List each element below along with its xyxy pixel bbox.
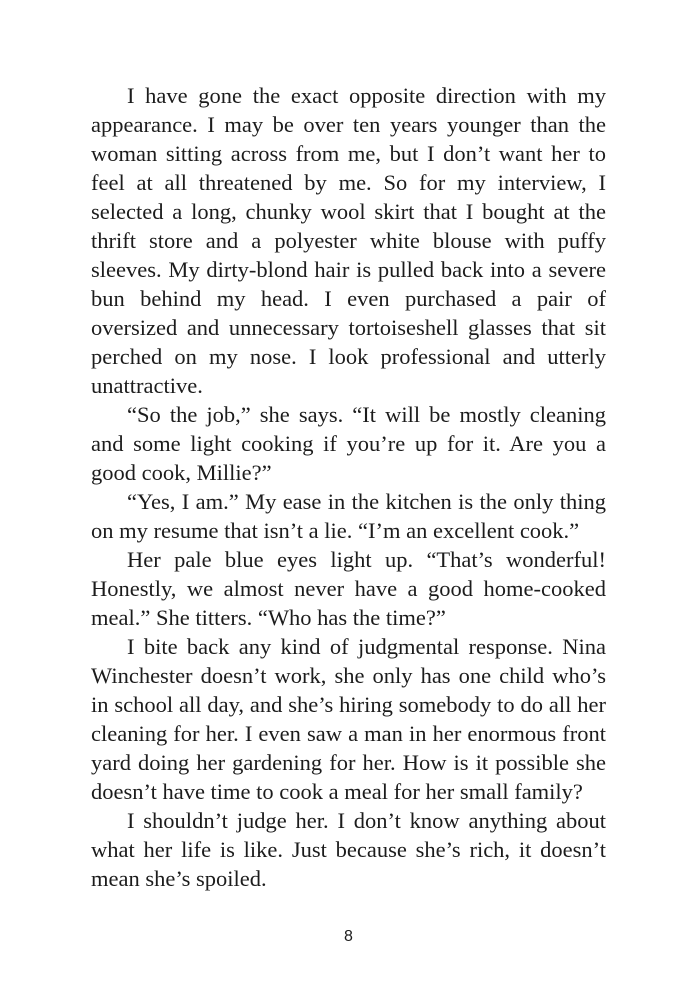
paragraph-excellent-cook: “Yes, I am.” My ease in the kitchen is the only thing on my resume that isn’t a lie. “I’m an excellent cook.” <box>91 489 606 543</box>
paragraph-pale-blue-eyes: Her pale blue eyes light up. “That’s wonderful! Honestly, we almost never have a good home-cooked meal.” She titters. “Who has the time?” <box>91 547 606 630</box>
page-number: 8 <box>344 928 353 945</box>
page-body-text <box>91 81 606 893</box>
paragraph-shouldnt-judge: I shouldn’t judge her. I don’t know anything about what her life is like. Just because she’s rich, it doesn’t mean she’s spoiled. <box>91 808 606 891</box>
paragraph-appearance: I have gone the exact opposite direction with my appearance. I may be over ten years younger than the woman sitting across from me, but I don’t want her to feel at all threatened by me. So for my interview, I selected a long, chunky wool skirt that I bought at the thrift store and a polyester white blouse with puffy sleeves. My dirty-blond hair is pulled back into a severe bun behind my head. I even purchased a pair of oversized and unnecessary tortoiseshell glasses that sit perched on my nose. I look professional and utterly unattractive. <box>91 83 606 398</box>
paragraph-the-job: “So the job,” she says. “It will be mostly cleaning and some light cooking if you’re up for it. Are you a good cook, Millie?” <box>91 402 606 485</box>
paragraph-judgmental-response: I bite back any kind of judgmental response. Nina Winchester doesn’t work, she only has one child who’s in school all day, and she’s hiring somebody to do all her cleaning for her. I even saw a man in her enormous front yard doing her gardening for her. How is it possible she doesn’t have time to cook a meal for her small family? <box>91 634 606 804</box>
